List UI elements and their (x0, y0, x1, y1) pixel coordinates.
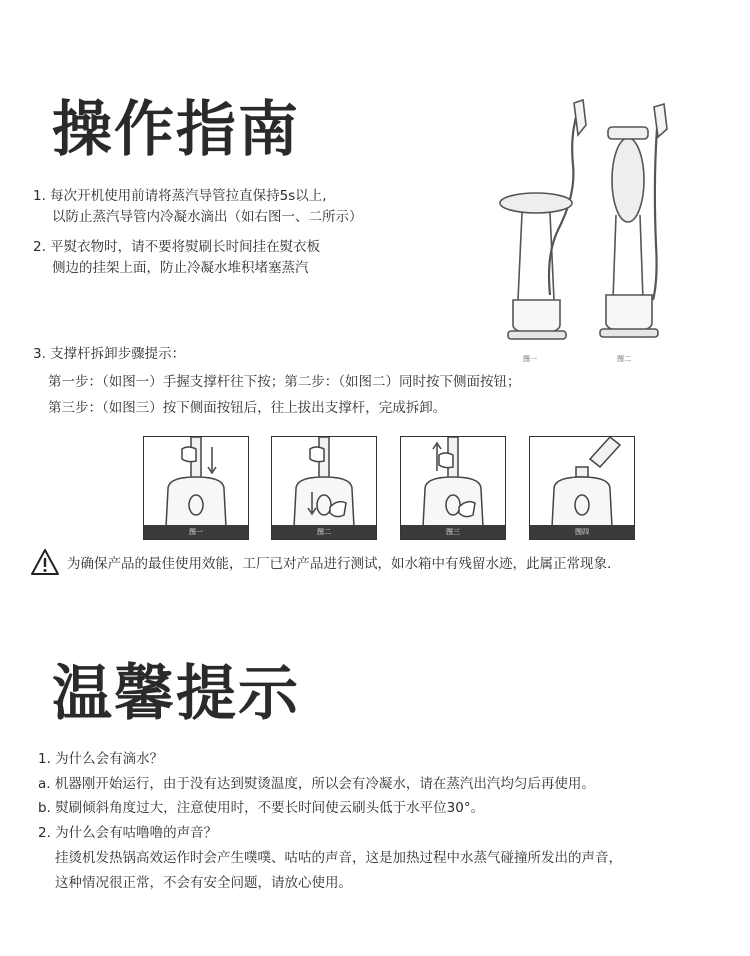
steamer-figures (488, 95, 688, 365)
guide-item-2-line2: 侧边的挂架上面，防止冷凝水堆积堵塞蒸汽 (52, 260, 309, 276)
tips-question-2: 2. 为什么会有咕噜噜的声音？ (38, 825, 218, 841)
panel-caption-1: 图一 (144, 525, 248, 539)
tips-answer-2-line1: 挂烫机发热锅高效运作时会产生噗噗、咕咕的声音，这是加热过程中水蒸气碰撞所发出的声音， (55, 850, 622, 866)
warning-text: 为确保产品的最佳使用效能，工厂已对产品进行测试，如水箱中有残留水迹，此属正常现象. (67, 556, 612, 572)
panel-1-illustration (144, 437, 248, 527)
step3-line1: 第一步：（如图一）手握支撑杆往下按；第二步：（如图二）同时按下侧面按钮； (48, 374, 521, 390)
tips-answer-2-line2: 这种情况很正常，不会有安全问题，请放心使用。 (55, 875, 352, 891)
guide-title: 操作指南 (52, 95, 300, 165)
panel-2-illustration (272, 437, 376, 527)
guide-item-1-line1: 1. 每次开机使用前请将蒸汽导管拉直保持5s以上, (33, 188, 327, 204)
panel-caption-3: 图三 (401, 525, 505, 539)
figure-caption-1: 图一 (523, 355, 537, 363)
panel-caption-4: 图四 (530, 525, 634, 539)
step-panel-1 (143, 436, 249, 540)
steamer-illustration (488, 95, 688, 365)
panel-3-illustration (401, 437, 505, 527)
tips-title: 温馨提示 (52, 659, 300, 729)
tips-question-1: 1. 为什么会有滴水？ (38, 751, 164, 767)
step-panel-4 (529, 436, 635, 540)
figure-caption-2: 图二 (617, 355, 631, 363)
step-panel-2 (271, 436, 377, 540)
step3-title: 3. 支撑杆拆卸步骤提示： (33, 346, 186, 362)
panel-caption-2: 图二 (272, 525, 376, 539)
guide-item-1-line2: 以防止蒸汽导管内冷凝水滴出（如右图一、二所示） (52, 209, 363, 225)
warning-icon (30, 548, 60, 576)
step-panel-3 (400, 436, 506, 540)
tips-answer-a: a. 机器刚开始运行，由于没有达到熨烫温度，所以会有冷凝水，请在蒸汽出汽均匀后再使用。 (38, 776, 595, 792)
guide-item-2-line1: 2. 平熨衣物时，请不要将熨刷长时间挂在熨衣板 (33, 239, 321, 255)
tips-answer-b: b. 熨刷倾斜角度过大，注意使用时，不要长时间使云刷头低于水平位30°。 (38, 800, 485, 816)
panel-4-illustration (530, 437, 634, 527)
step3-line2: 第三步：（如图三）按下侧面按钮后，往上拔出支撑杆，完成拆卸。 (48, 400, 447, 416)
